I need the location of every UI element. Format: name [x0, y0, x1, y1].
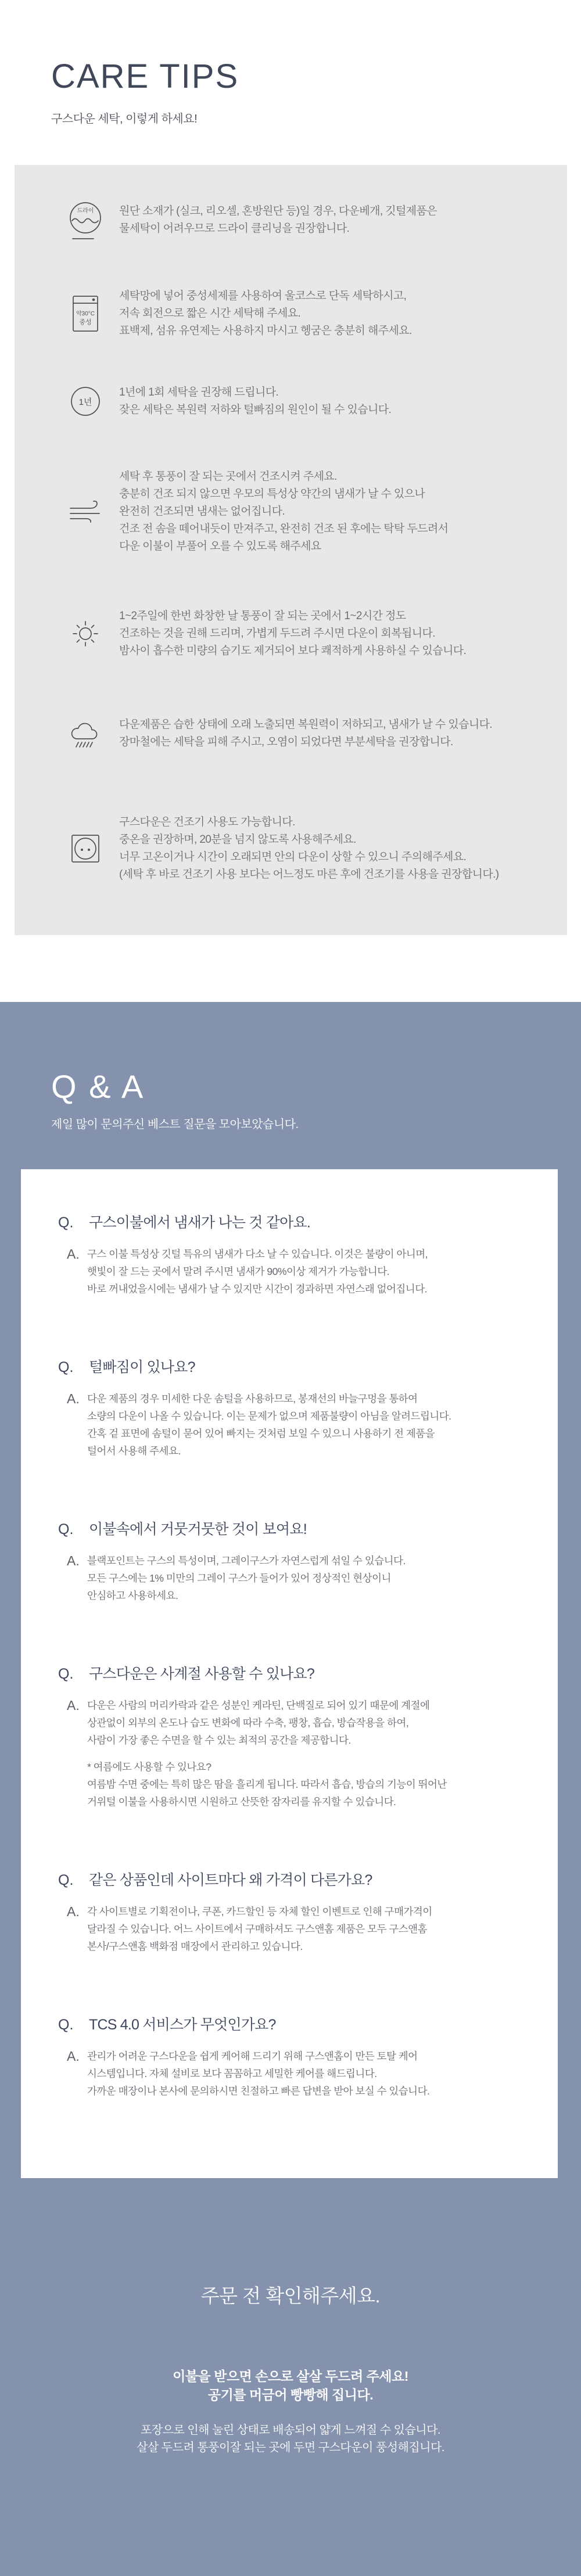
a-line: 안심하고 사용하세요. [87, 1590, 178, 1601]
care-tip-line: 다운 이불이 부풀어 오를 수 있도록 해주세요 [119, 540, 321, 552]
qa-answer [21, 1390, 558, 1460]
order-emphasis-line: 이불을 받으면 손으로 살살 두드려 주세요! [173, 2369, 408, 2384]
care-tip-text [119, 608, 567, 660]
q-text: TCS 4.0 서비스가 무엇인가요? [89, 2017, 276, 2033]
care-tip-dry-clean [15, 199, 567, 241]
qa-section [0, 1002, 581, 2576]
qa-item [21, 1665, 558, 1810]
care-tip-text [119, 716, 567, 751]
dry-clean-icon [51, 199, 119, 241]
order-check-title: 주문 전 확인해주세요. [200, 2285, 381, 2306]
care-tip-line: 장마철에는 세탁을 피해 주시고, 오염이 되었다면 부분세탁을 권장합니다. [119, 736, 453, 748]
a-line: 블랙포인트는 구스의 특성이며, 그레이구스가 자연스럽게 섞일 수 있습니다. [87, 1555, 406, 1567]
qa-item [21, 2015, 558, 2100]
care-tip-line: 건조 전 솜을 떼어내듯이 만져주고, 완전히 건조 된 후에는 탁탁 두드려서 [119, 523, 449, 535]
a-line: 각 사이트별로 기획전이나, 쿠폰, 카드할인 등 자체 할인 이벤트로 인해 구매가격이 [87, 1906, 432, 1917]
qa-question [21, 1358, 558, 1377]
care-tip-line: (세탁 후 바로 건조기 사용 보다는 어느정도 마른 후에 건조기를 사용을 권장합니다.) [119, 868, 499, 881]
qa-answer [21, 1552, 558, 1604]
one-year-icon-label: 1년 [78, 397, 92, 407]
qa-item [21, 1358, 558, 1460]
page-title: CARE TIPS [51, 58, 239, 95]
a-line: 시스템입니다. 자체 설비로 보다 꼼꼼하고 세밀한 케어를 해드립니다. [87, 2068, 377, 2079]
care-tips-header [0, 0, 581, 165]
a-line: 관리가 어려운 구스다운을 쉽게 케어해 드리기 위해 구스앤홈이 만든 토탈 케어 [87, 2050, 418, 2062]
care-tip-line: 너무 고온이거나 시간이 오래되면 안의 다운이 상할 수 있으니 주의해주세요. [119, 851, 467, 863]
a-prefix: A. [67, 1904, 80, 1919]
page-subtitle: 구스다운 세탁, 이렇게 하세요! [51, 113, 198, 125]
q-prefix: Q. [58, 1359, 74, 1375]
care-tip-line: 건조하는 것을 권해 드리며, 가볍게 두드려 주시면 다운이 회복됩니다. [119, 627, 435, 639]
qa-question [21, 2015, 558, 2034]
q-prefix: Q. [58, 1666, 74, 1682]
a-line: 가까운 매장이나 본사에 문의하시면 친절하고 빠른 답변을 받아 보실 수 있습니다. [87, 2085, 430, 2097]
care-tip-line: 잦은 세탁은 복원력 저하와 털빠짐의 원인이 될 수 있습니다. [119, 404, 392, 416]
qa-item [21, 1213, 558, 1298]
washer-temp-label: 약30°C [76, 311, 95, 317]
care-tip-sun-dry [15, 608, 567, 660]
care-tip-line: 구스다운은 건조기 사용도 가능합니다. [119, 816, 295, 828]
a-note-question: * 여름에도 사용할 수 있나요? [87, 1761, 211, 1773]
qa-answer [21, 1903, 558, 1955]
order-normal-line: 살살 두드려 통풍이잘 되는 곳에 두면 구스다운이 풍성해집니다. [137, 2441, 444, 2454]
qa-answer [21, 1245, 558, 1298]
order-normal-block [0, 2421, 581, 2456]
care-tip-line: 물세탁이 어려우므로 드라이 클리닝을 권장합니다. [119, 222, 350, 235]
care-tip-line: 중온을 권장하며, 20분을 넘지 않도록 사용해주세요. [119, 833, 356, 846]
q-text: 털빠짐이 있나요? [89, 1359, 195, 1375]
care-tip-line: 완전히 건조되면 냄새는 없어집니다. [119, 505, 285, 518]
care-tip-dryer [15, 814, 567, 883]
care-tip-text [119, 384, 567, 419]
a-line: 간혹 겉 표면에 솜털이 묻어 있어 빠지는 것처럼 보일 수 있으니 사용하기 전 제품을 [87, 1428, 435, 1439]
qa-title: Q & A [51, 1068, 145, 1105]
order-normal-line: 포장으로 인해 눌린 상태로 배송되어 얇게 느껴질 수 있습니다. [140, 2424, 440, 2437]
qa-answer [21, 1697, 558, 1810]
care-tip-line: 원단 소재가 (실크, 리오셀, 혼방원단 등)일 경우, 다운베개, 깃털제품은 [119, 205, 437, 217]
tumble-dryer-icon [51, 834, 119, 863]
care-tip-line: 표백제, 섬유 유연제는 사용하지 마시고 헹굼은 충분히 해주세요. [119, 325, 412, 337]
care-tip-washing [15, 288, 567, 340]
a-line: 털어서 사용해 주세요. [87, 1445, 181, 1457]
q-text: 이불속에서 거뭇거뭇한 것이 보여요! [89, 1521, 307, 1537]
care-tip-yearly [15, 384, 567, 419]
a-line: 소량의 다운이 나올 수 있습니다. 이는 문제가 없으며 제품불량이 아님을 알려드립니다. [87, 1410, 451, 1422]
q-text: 구스이불에서 냄새가 나는 것 같아요. [89, 1215, 310, 1231]
order-emphasis-line: 공기를 머금어 빵빵해 집니다. [207, 2387, 374, 2402]
a-line: 구스 이불 특성상 깃털 특유의 냄새가 다소 날 수 있습니다. 이것은 불량이 아니며, [87, 1248, 428, 1260]
a-line: 모든 구스에는 1% 미만의 그레이 구스가 들어가 있어 정상적인 현상이니 [87, 1572, 391, 1584]
a-line: 다운은 사람의 머리카락과 같은 성분인 케라틴, 단백질로 되어 있기 때문에 계절에 [87, 1700, 430, 1711]
a-line: 본사/구스앤홈 백화점 매장에서 관리하고 있습니다. [87, 1941, 303, 1952]
a-line: 햇빛이 잘 드는 곳에서 말려 주시면 냄새가 90%이상 제거가 가능합니다. [87, 1266, 390, 1277]
qa-question [21, 1871, 558, 1889]
a-line: 다운 제품의 경우 미세한 다운 솜털을 사용하므로, 봉재선의 바늘구멍을 통하여 [87, 1393, 418, 1404]
care-tip-text [119, 288, 567, 340]
qa-question [21, 1213, 558, 1232]
care-tip-line: 밤사이 흡수한 미량의 습기도 제거되어 보다 쾌적하게 사용하실 수 있습니다. [119, 645, 467, 657]
a-prefix: A. [67, 2049, 80, 2064]
washer-type-label: 중성 [78, 319, 92, 326]
qa-question [21, 1520, 558, 1539]
a-line: 여름밤 수면 중에는 특히 많은 땀을 흘리게 됩니다. 따라서 흡습, 방습의 기능이 뛰어난 [87, 1779, 447, 1790]
a-prefix: A. [67, 1698, 80, 1713]
care-tip-line: 세탁 후 통풍이 잘 되는 곳에서 건조시켜 주세요. [119, 470, 337, 483]
q-prefix: Q. [58, 1521, 74, 1537]
a-prefix: A. [67, 1391, 80, 1406]
q-text: 같은 상품인데 사이트마다 왜 가격이 다른가요? [89, 1872, 372, 1888]
care-tip-humidity [15, 716, 567, 751]
care-tip-line: 다운제품은 습한 상태에 오래 노출되면 복원력이 저하되고, 냄새가 날 수 있습니다. [119, 718, 493, 731]
qa-answer [21, 2047, 558, 2100]
care-tip-text [119, 814, 567, 883]
q-prefix: Q. [58, 1215, 74, 1231]
care-tip-line: 1~2주일에 한번 화창한 날 통풍이 잘 되는 곳에서 1~2시간 정도 [119, 610, 406, 622]
qa-card [21, 1169, 558, 2178]
a-line: 상관없이 외부의 온도나 습도 변화에 따라 수축, 팽창, 흡습, 방습작용을 하여, [87, 1717, 409, 1729]
q-text: 구스다운은 사계절 사용할 수 있나요? [89, 1666, 314, 1682]
wind-icon [51, 501, 119, 523]
care-tips-box [15, 165, 567, 935]
order-check-block [0, 2367, 581, 2456]
qa-question [21, 1665, 558, 1683]
q-prefix: Q. [58, 2017, 74, 2033]
one-year-icon [51, 386, 119, 416]
qa-item [21, 1520, 558, 1604]
washing-machine-icon [51, 295, 119, 332]
a-line: 사람이 가장 좋은 수면을 할 수 있는 최적의 공간을 제공합니다. [87, 1734, 351, 1746]
qa-subtitle: 제일 많이 문의주신 베스트 질문을 모아보았습니다. [51, 1118, 299, 1131]
a-line: 바로 꺼내었을시에는 냄새가 날 수 있지만 시간이 경과하면 자연스래 없어집니다. [87, 1283, 427, 1295]
care-tip-text [119, 468, 567, 555]
care-tip-line: 1년에 1회 세탁을 권장해 드립니다. [119, 386, 279, 398]
dry-clean-icon-label: 드라이 [77, 208, 94, 214]
a-prefix: A. [67, 1553, 80, 1568]
a-line: 달라질 수 있습니다. 어느 사이트에서 구매하셔도 구스앤홈 제품은 모두 구스앤홈 [87, 1923, 427, 1935]
sun-icon [51, 620, 119, 648]
q-prefix: Q. [58, 1872, 74, 1888]
a-prefix: A. [67, 1246, 80, 1262]
care-tip-line: 저속 회전으로 짧은 시간 세탁해 주세요. [119, 307, 301, 319]
qa-item [21, 1871, 558, 1955]
rain-cloud-icon [51, 718, 119, 749]
care-tip-text [119, 203, 567, 238]
care-tip-line: 충분히 건조 되지 않으면 우모의 특성상 약간의 냄새가 날 수 있으나 [119, 488, 425, 500]
a-line: 거위털 이불을 사용하시면 시원하고 산뜻한 잠자리를 유지할 수 있습니다. [87, 1796, 396, 1808]
care-tip-line: 세탁망에 넣어 중성세제를 사용하여 울코스로 단독 세탁하시고, [119, 290, 407, 302]
care-tip-ventilation [15, 468, 567, 555]
